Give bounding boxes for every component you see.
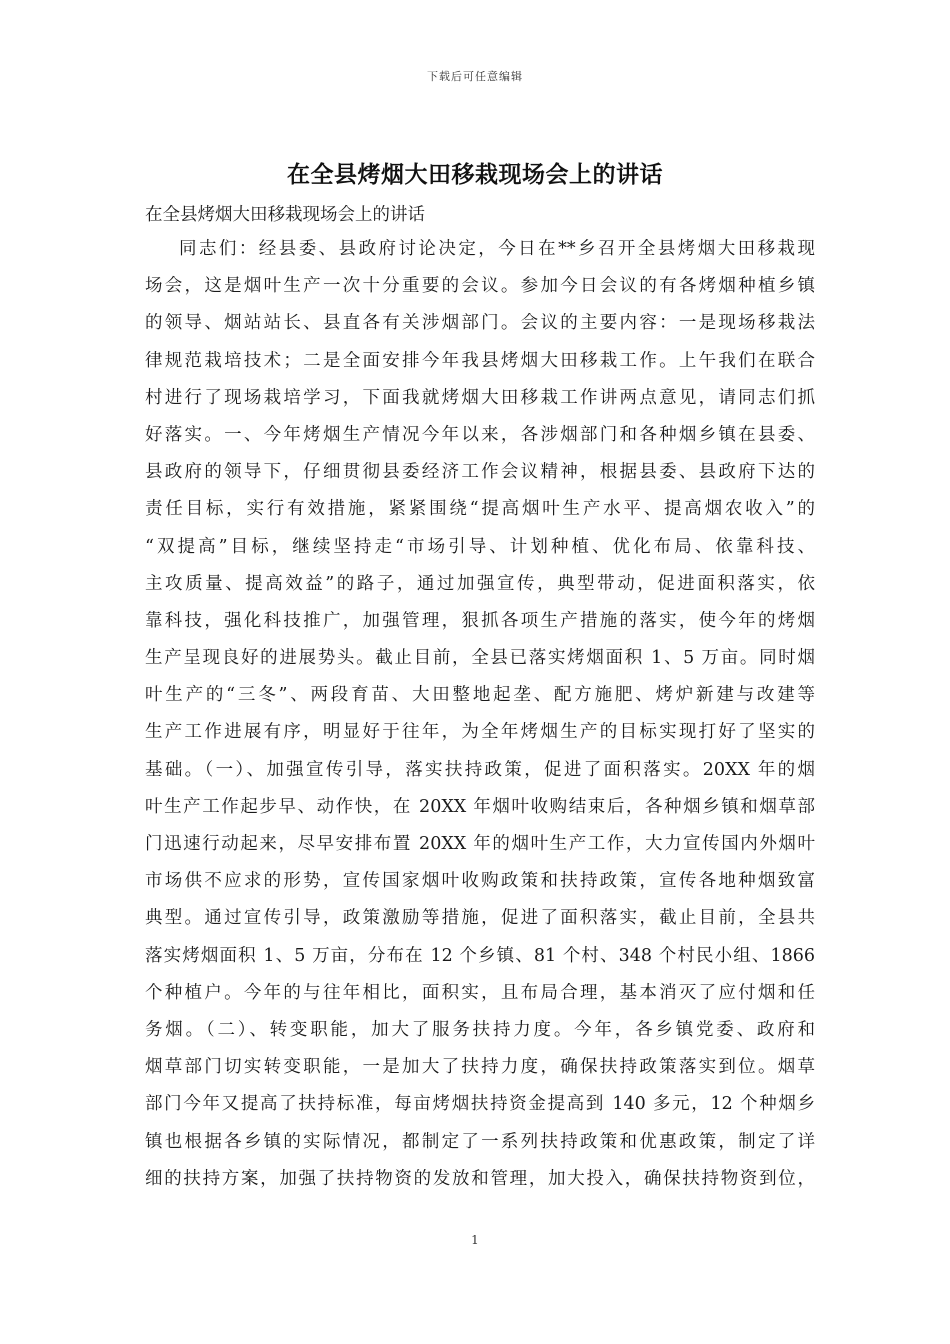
body-line: 烟草部门切实转变职能，一是加大了扶持力度，确保扶持政策落实到位。烟草 xyxy=(145,1057,815,1078)
body-line: 同志们：经县委、县政府讨论决定，今日在**乡召开全县烤烟大田移栽现 xyxy=(179,239,815,259)
document-title: 在全县烤烟大田移栽现场会上的讲话 xyxy=(287,161,663,188)
body-line: 叶生产工作起步早、动作快，在 20XX 年烟叶收购结束后，各种烟乡镇和烟草部 xyxy=(145,796,815,817)
body-line: 靠科技，强化科技推广，加强管理，狠抓各项生产措施的落实，使今年的烤烟 xyxy=(145,610,815,631)
body-line: 务烟。（二）、转变职能，加大了服务扶持力度。今年，各乡镇党委、政府和 xyxy=(145,1019,815,1040)
body-line: 镇也根据各乡镇的实际情况，都制定了一系列扶持政策和优惠政策，制定了详 xyxy=(145,1131,815,1152)
body-line: 主攻质量、提高效益”的路子，通过加强宣传，典型带动，促进面积落实，依 xyxy=(145,573,815,594)
body-line: 生产呈现良好的进展势头。截止目前，全县已落实烤烟面积 1、5 万亩。同时烟 xyxy=(145,648,815,669)
body-line: 律规范栽培技术；二是全面安排今年我县烤烟大田移栽工作。上午我们在联合 xyxy=(145,350,815,371)
body-line: 落实烤烟面积 1、5 万亩，分布在 12 个乡镇、81 个村、348 个村民小组、1866 xyxy=(145,945,815,966)
body-line: 责任目标，实行有效措施，紧紧围绕“提高烟叶生产水平、提高烟农收入”的 xyxy=(145,499,815,520)
body-line: 市场供不应求的形势，宣传国家烟叶收购政策和扶持政策，宣传各地种烟致富 xyxy=(145,871,815,892)
body-line: 门迅速行动起来，尽早安排布置 20XX 年的烟叶生产工作，大力宣传国内外烟叶 xyxy=(145,834,815,854)
body-line: 的领导、烟站站长、县直各有关涉烟部门。会议的主要内容：一是现场移栽法 xyxy=(145,313,815,334)
body-line: 好落实。一、今年烤烟生产情况今年以来，各涉烟部门和各种烟乡镇在县委、 xyxy=(145,424,815,445)
body-line: “双提高”目标，继续坚持走“市场引导、计划种植、优化布局、依靠科技、 xyxy=(145,536,815,557)
body-line: 部门今年又提高了扶持标准，每亩烤烟扶持资金提高到 140 多元，12 个种烟乡 xyxy=(145,1094,815,1115)
body-line: 基础。（一）、加强宣传引导，落实扶持政策，促进了面积落实。20XX 年的烟 xyxy=(145,759,815,780)
body-line: 村进行了现场栽培学习，下面我就烤烟大田移栽工作讲两点意见，请同志们抓 xyxy=(145,387,815,408)
page-number: 1 xyxy=(471,1233,479,1247)
body-line: 场会，这是烟叶生产一次十分重要的会议。参加今日会议的有各烤烟种植乡镇 xyxy=(145,276,815,297)
body-line: 县政府的领导下，仔细贯彻县委经济工作会议精神，根据县委、县政府下达的 xyxy=(145,462,815,483)
body-line: 典型。通过宣传引导，政策激励等措施，促进了面积落实，截止目前，全县共 xyxy=(145,908,815,929)
body-line: 生产工作进展有序，明显好于往年，为全年烤烟生产的目标实现打好了坚实的 xyxy=(145,722,815,743)
body-text xyxy=(145,231,815,1198)
header-note: 下载后可任意编辑 xyxy=(427,70,523,83)
body-line: 个种植户。今年的与往年相比，面积实，且布局合理，基本消灭了应付烟和任 xyxy=(145,982,815,1003)
document-subtitle: 在全县烤烟大田移栽现场会上的讲话 xyxy=(145,205,425,225)
body-line: 细的扶持方案，加强了扶持物资的发放和管理，加大投入，确保扶持物资到位， xyxy=(145,1168,815,1189)
body-line: 叶生产的“三冬”、两段育苗、大田整地起垄、配方施肥、烤炉新建与改建等 xyxy=(145,685,815,706)
